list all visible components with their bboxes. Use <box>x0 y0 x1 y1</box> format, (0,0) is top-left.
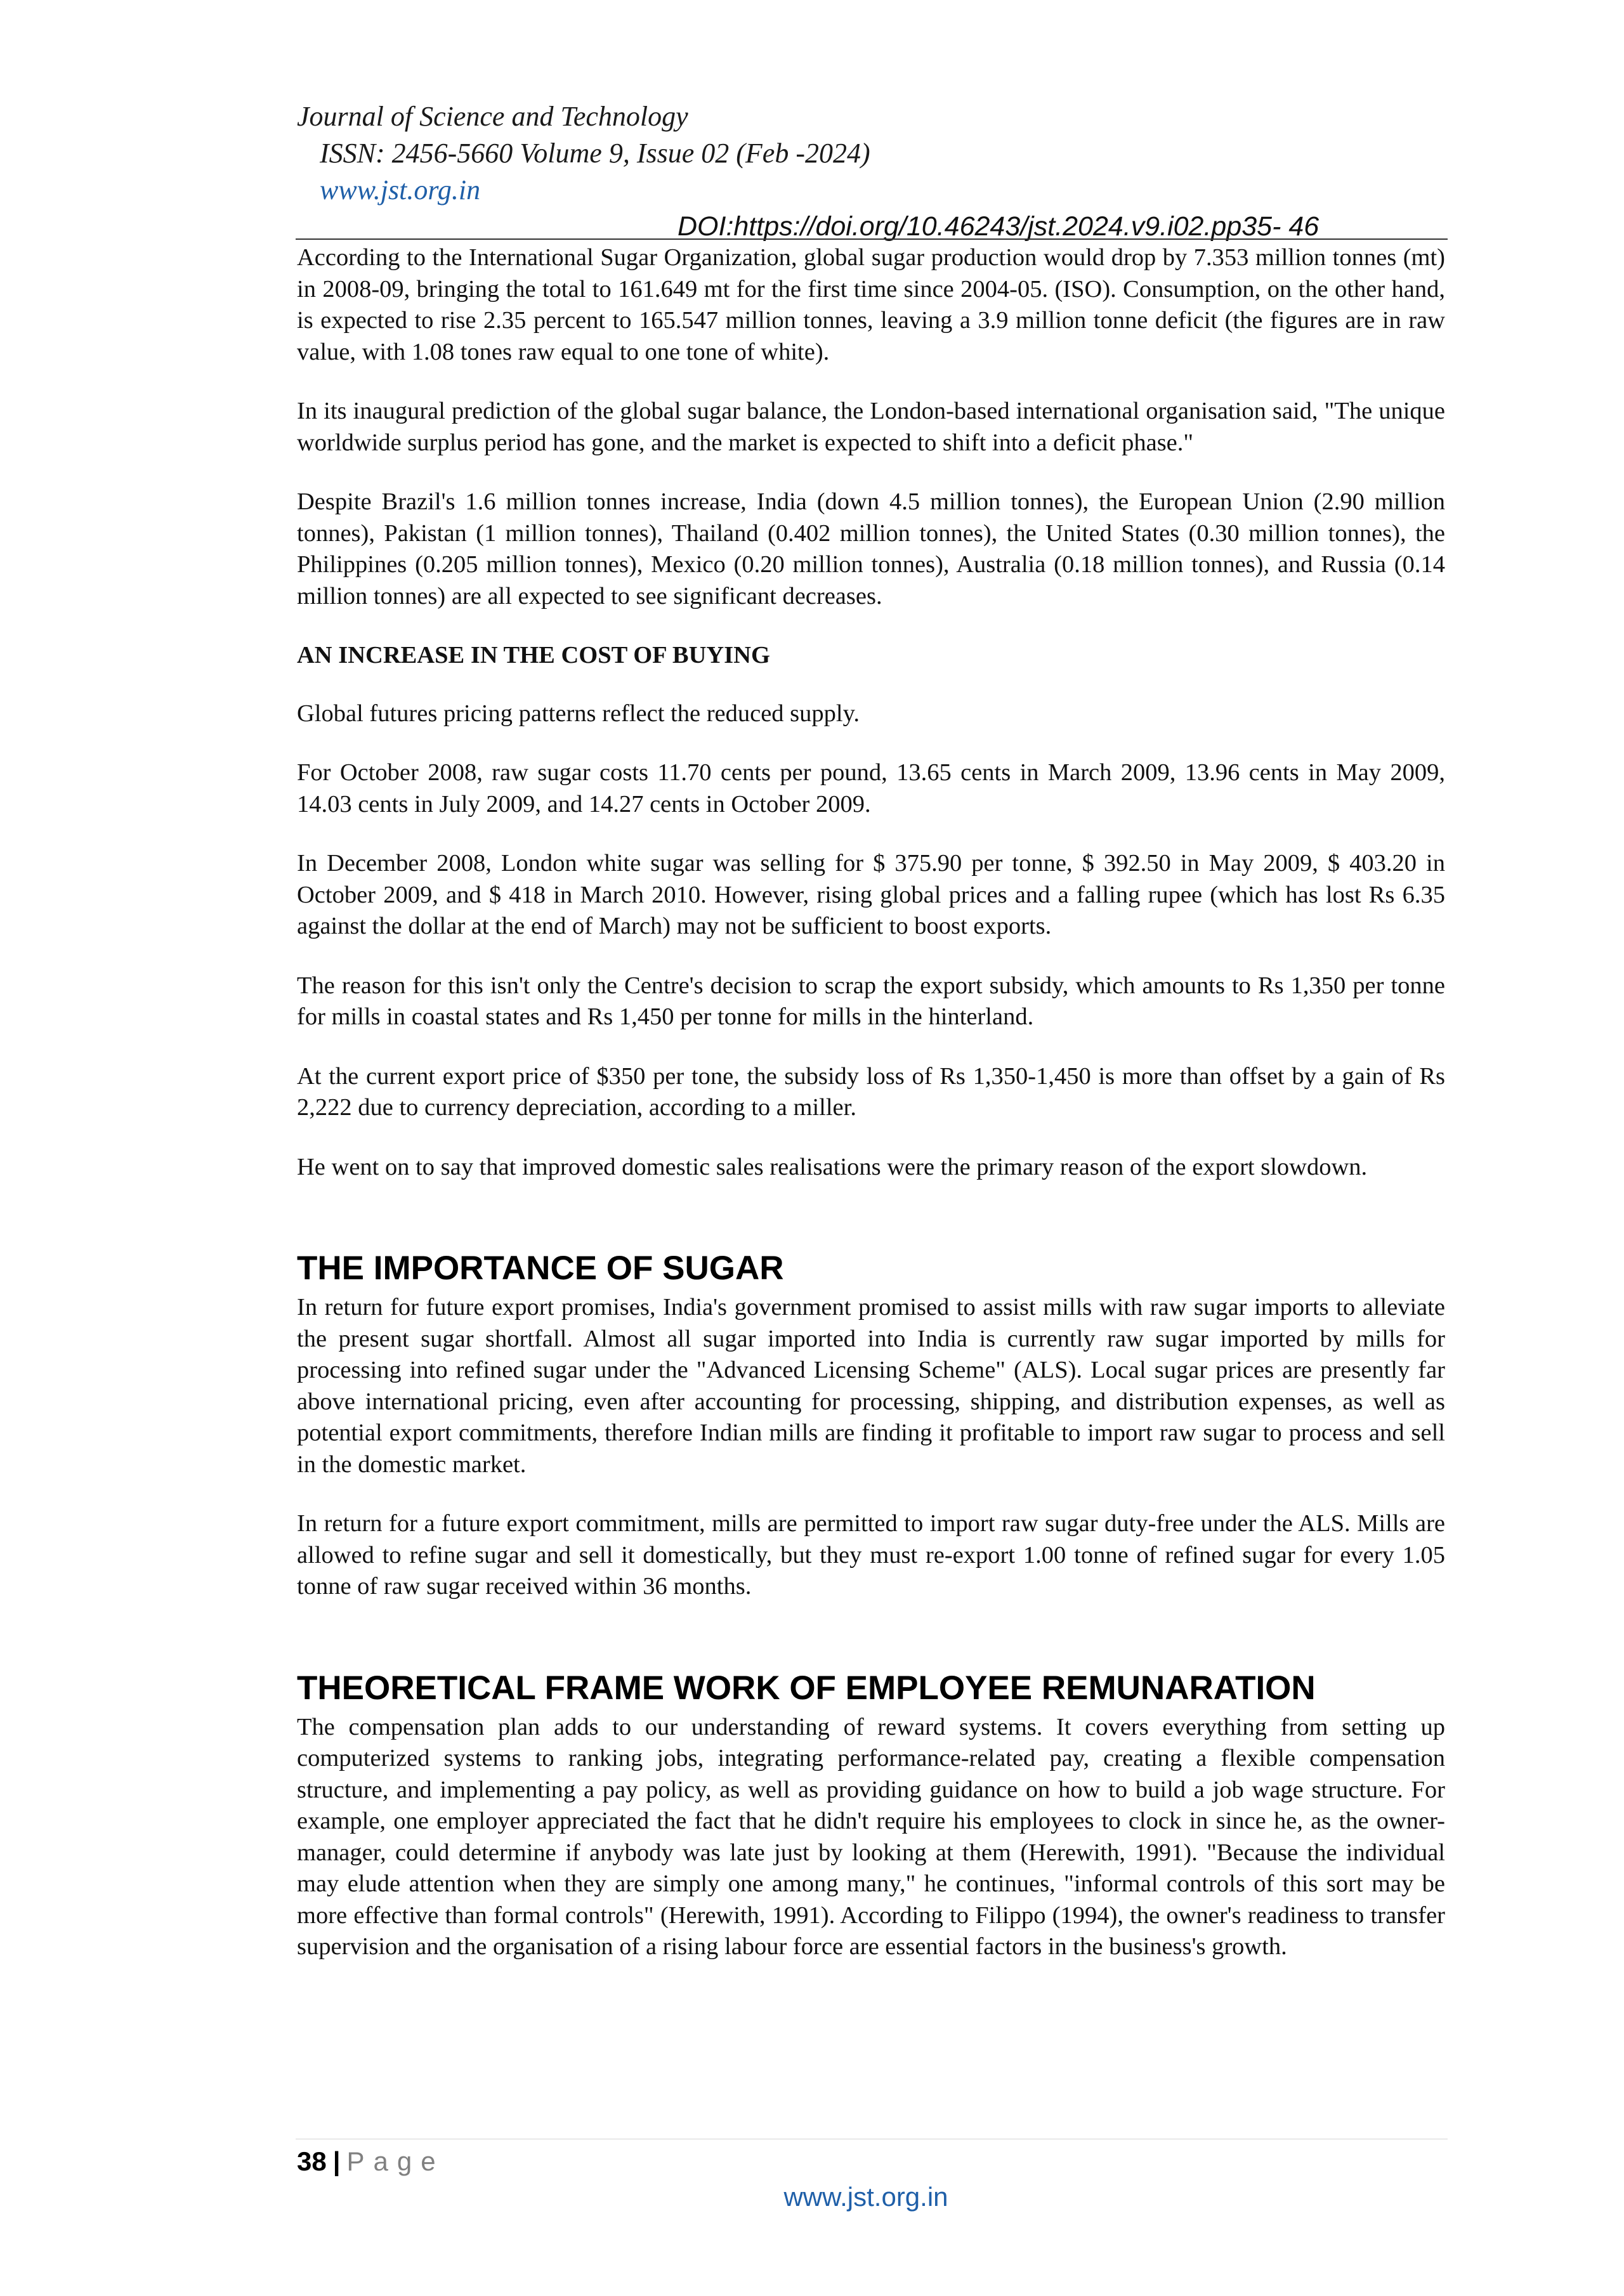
paragraph-export-subsidy: The reason for this isn't only the Centre's decision to scrap the export subsidy, which amounts to Rs 1,350 per tonne for mills in coastal states and Rs 1,450 per tonne for mills in the hinterland. <box>297 972 1445 1030</box>
header-rule <box>296 238 1448 240</box>
journal-title: Journal of Science and Technology <box>297 101 688 132</box>
section-spacer <box>297 1631 1445 1667</box>
page-separator: | <box>332 2146 341 2176</box>
paragraph-surplus-period: In its inaugural prediction of the global sugar balance, the London-based international organisation said, "The unique worldwide surplus period has gone, and the market is expected to shift into a deficit phase." <box>297 398 1445 456</box>
paragraph-advanced-licensing: In return for future export promises, India's government promised to assist mills with raw sugar imports to alleviate the present sugar shortfall. Almost all sugar imported into India is currently raw sugar imported by mills for processing into refined sugar under the "Advanced Licensing Scheme" (ALS). Local sugar prices are presently far above international pricing, even after accounting for processing, shipping, and distribution expenses, as well as potential export commitments, therefore Indian mills are finding it profitable to import raw sugar to process and sell in the domestic market. <box>297 1294 1445 1478</box>
footer-website-link[interactable]: www.jst.org.in <box>783 2182 948 2212</box>
section-heading-importance-of-sugar: THE IMPORTANCE OF SUGAR <box>297 1249 784 1287</box>
paragraph-compensation-plan: The compensation plan adds to our understanding of reward systems. It covers everything from setting up computerized systems to ranking jobs, integrating performance-related pay, creating a flexible compensation structure, and implementing a pay policy, as well as providing guidance on how to build a job wage structure. For example, one employer appreciated the fact that he didn't require his employees to clock in since he, as the owner-manager, could determine if anybody was late just by looking at them (Herewith, 1991). "Because the individual may elude attention when they are simply one among many," he continues, "informal controls of this sort may be more effective than formal controls" (Herewith, 1991). According to Filippo (1994), the owner's readiness to transfer supervision and the organisation of a rising labour force are essential factors in the business's growth. <box>297 1713 1445 1960</box>
journal-website-link[interactable]: www.jst.org.in <box>320 174 481 205</box>
section-heading-theoretical-framework: THEORETICAL FRAME WORK OF EMPLOYEE REMUNARATION <box>297 1669 1316 1707</box>
page-label: Page <box>346 2146 445 2176</box>
journal-issn: ISSN: 2456-5660 Volume 9, Issue 02 (Feb -2024) <box>320 138 870 169</box>
paragraph-duty-free-imports: In return for a future export commitment, mills are permitted to import raw sugar duty-free under the ALS. Mills are allowed to refine sugar and sell it domestically, but they must re-export 1.00 tonne of refined sugar for every 1.05 tonne of raw sugar received within 36 months. <box>297 1510 1445 1600</box>
page-number: 38 <box>297 2146 327 2176</box>
paragraph-export-slowdown: He went on to say that improved domestic sales realisations were the primary reason of the export slowdown. <box>297 1153 1368 1180</box>
doi-line: DOI:https://doi.org/10.46243/jst.2024.v9.i02.pp35- 46 <box>678 211 1320 242</box>
paragraph-london-white-sugar: In December 2008, London white sugar was selling for $ 375.90 per tonne, $ 392.50 in May 2009, $ 403.20 in October 2009, and $ 418 in March 2010. However, rising global prices and a falling rupee (which has lost Rs 6.35 against the dollar at the end of March) may not be sufficient to boost exports. <box>297 850 1445 939</box>
paragraph-country-decreases: Despite Brazil's 1.6 million tonnes increase, India (down 4.5 million tonnes), the European Union (2.90 million tonnes), Pakistan (1 million tonnes), Thailand (0.402 million tonnes), the United States (0.30 million tonnes), the Philippines (0.205 million tonnes), Mexico (0.20 million tonnes), Australia (0.18 million tonnes), and Russia (0.14 million tonnes) are all expected to see significant decreases. <box>297 488 1445 610</box>
paragraph-currency-depreciation: At the current export price of $350 per tone, the subsidy loss of Rs 1,350-1,450 is more than offset by a gain of Rs 2,222 due to currency depreciation, according to a miller. <box>297 1062 1445 1121</box>
page-number-footer <box>297 2144 445 2179</box>
subheading-cost-of-buying: AN INCREASE IN THE COST OF BUYING <box>297 642 770 669</box>
section-spacer <box>297 1211 1445 1248</box>
journal-header <box>297 98 1445 244</box>
paragraph-futures-pricing: Global futures pricing patterns reflect the reduced supply. <box>297 700 860 727</box>
paragraph-iso-production: According to the International Sugar Organization, global sugar production would drop by 7.353 million tonnes (mt) in 2008-09, bringing the total to 161.649 mt for the first time since 2004-05. (ISO). Consumption, on the other hand, is expected to rise 2.35 percent to 165.547 million tonnes, leaving a 3.9 million tonne deficit (the figures are in raw value, with 1.08 tones raw equal to one tone of white). <box>297 244 1445 365</box>
article-body <box>297 242 1445 1991</box>
paragraph-raw-sugar-costs: For October 2008, raw sugar costs 11.70 cents per pound, 13.65 cents in March 2009, 13.96 cents in May 2009, 14.03 cents in July 2009, and 14.27 cents in October 2009. <box>297 759 1445 818</box>
